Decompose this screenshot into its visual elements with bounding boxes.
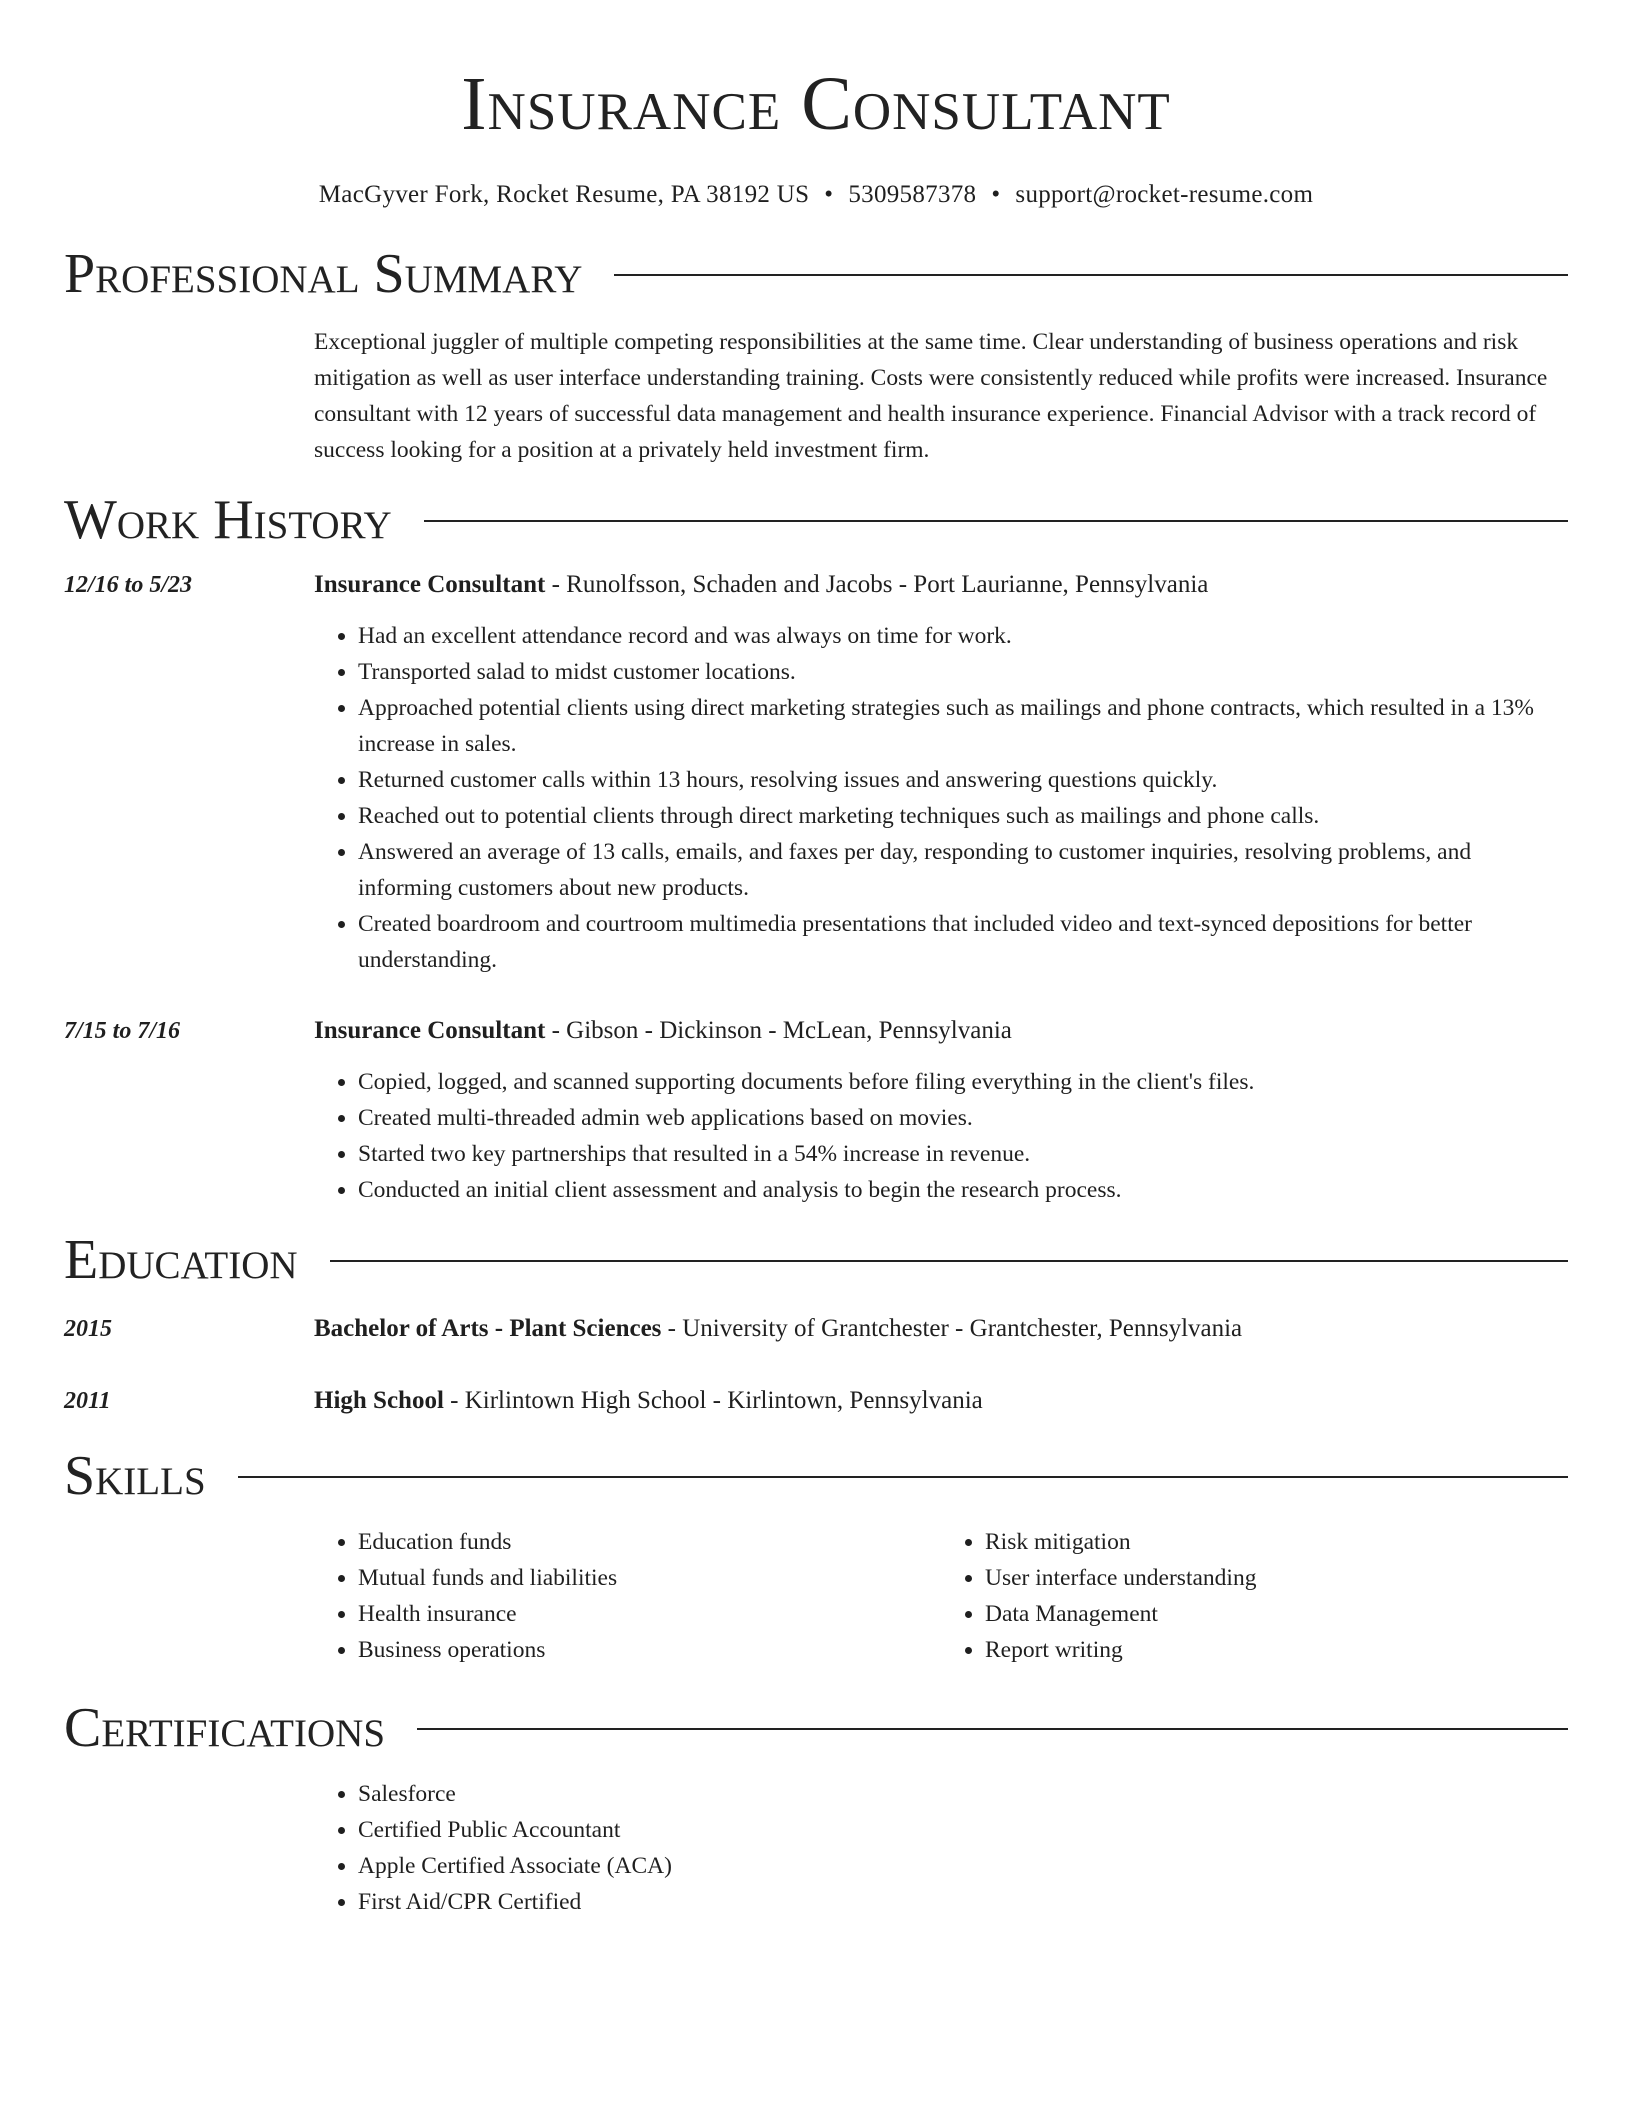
section-title: Certifications [64,1697,386,1759]
education-line [314,1312,1242,1346]
list-item: • Copied, logged, and scanned supporting documents before filing everything in the client's files. [358,1064,1568,1100]
list-item: • Report writing [985,1632,1568,1668]
work-entry-header [64,1014,1568,1048]
section-title: Education [64,1229,298,1291]
education-line [314,1384,983,1418]
work-date: 12/16 to 5/23 [64,572,193,598]
school-details: - Kirlintown High School - Kirlintown, Pennsylvania [443,1387,983,1414]
list-item: • Certified Public Accountant [358,1812,1568,1848]
school-details: - University of Grantchester - Grantchester, Pennsylvania [661,1315,1243,1342]
education-entry [64,1312,1568,1346]
contact-separator: • [991,181,1001,208]
list-item: • Transported salad to midst customer locations. [358,654,1568,690]
degree: High School [314,1387,444,1414]
section-heading-summary [64,244,1568,304]
education-year: 2011 [64,1388,111,1414]
job-details: - Runolfsson, Schaden and Jacobs - Port Laurianne, Pennsylvania [545,571,1209,598]
work-bullets [314,618,1568,978]
list-item: • Data Management [985,1596,1568,1632]
skills-list-left [314,1524,941,1668]
education-entry [64,1384,1568,1418]
section-title: Work History [64,489,392,551]
summary-text: Exceptional juggler of multiple competing responsibilities at the same time. Clear understanding of business operations and risk mitigation as well as user interface understanding training. Costs were consistently reduced while profits were increased. Insurance consultant with 12 years of successful data management and health insurance experience. Financial Advisor with a track record of success looking for a position at a privately held investment firm. [314,329,1548,463]
work-entry [64,1014,1568,1208]
degree: Bachelor of Arts - Plant Sciences [314,1315,662,1342]
section-divider [614,274,1568,276]
list-item: • Education funds [358,1524,941,1560]
skills-columns [314,1524,1568,1668]
list-item: • Mutual funds and liabilities [358,1560,941,1596]
contact-line [64,178,1568,212]
list-item: • Health insurance [358,1596,941,1632]
list-item: • Created boardroom and courtroom multimedia presentations that included video and text-synced depositions for better understanding. [358,906,1568,978]
work-title-line [314,568,1208,602]
page-title: Insurance Consultant [461,62,1171,146]
job-title: Insurance Consultant [314,571,546,598]
section-heading-skills [64,1446,1568,1506]
list-item: • User interface understanding [985,1560,1568,1596]
list-item: • Reached out to potential clients through direct marketing techniques such as mailings and phone calls. [358,798,1568,834]
section-heading-education [64,1230,1568,1290]
section-divider [424,520,1568,522]
contact-email: support@rocket-resume.com [1015,181,1314,208]
list-item: • Approached potential clients using direct marketing strategies such as mailings and phone contracts, which resulted in a 13% increase in sales. [358,690,1568,762]
work-bullets [314,1064,1568,1208]
work-entry-header [64,568,1568,602]
list-item: • First Aid/CPR Certified [358,1884,1568,1920]
section-heading-work-history [64,490,1568,550]
job-details: - Gibson - Dickinson - McLean, Pennsylvania [545,1017,1012,1044]
section-divider [417,1728,1568,1730]
work-date: 7/15 to 7/16 [64,1018,181,1044]
work-title-line [314,1014,1012,1048]
education-year: 2015 [64,1316,112,1342]
list-item: • Started two key partnerships that resulted in a 54% increase in revenue. [358,1136,1568,1172]
certifications-list [314,1776,1568,1920]
list-item: • Had an excellent attendance record and was always on time for work. [358,618,1568,654]
work-entry [64,568,1568,978]
skills-list-right [941,1524,1568,1668]
list-item: • Conducted an initial client assessment and analysis to begin the research process. [358,1172,1568,1208]
list-item: • Apple Certified Associate (ACA) [358,1848,1568,1884]
contact-address: MacGyver Fork, Rocket Resume, PA 38192 US [318,181,810,208]
list-item: • Salesforce [358,1776,1568,1812]
section-title: Skills [64,1445,206,1507]
section-divider [330,1260,1568,1262]
list-item: • Answered an average of 13 calls, emails, and faxes per day, responding to customer inquiries, resolving problems, and informing customers about new products. [358,834,1568,906]
section-divider [238,1476,1568,1478]
contact-phone: 5309587378 [848,181,977,208]
job-title: Insurance Consultant [314,1017,546,1044]
section-title: Professional Summary [64,243,583,305]
list-item: • Returned customer calls within 13 hours, resolving issues and answering questions quickly. [358,762,1568,798]
list-item: • Risk mitigation [985,1524,1568,1560]
section-heading-certifications [64,1698,1568,1758]
contact-separator: • [824,181,834,208]
list-item: • Created multi-threaded admin web applications based on movies. [358,1100,1568,1136]
list-item: • Business operations [358,1632,941,1668]
